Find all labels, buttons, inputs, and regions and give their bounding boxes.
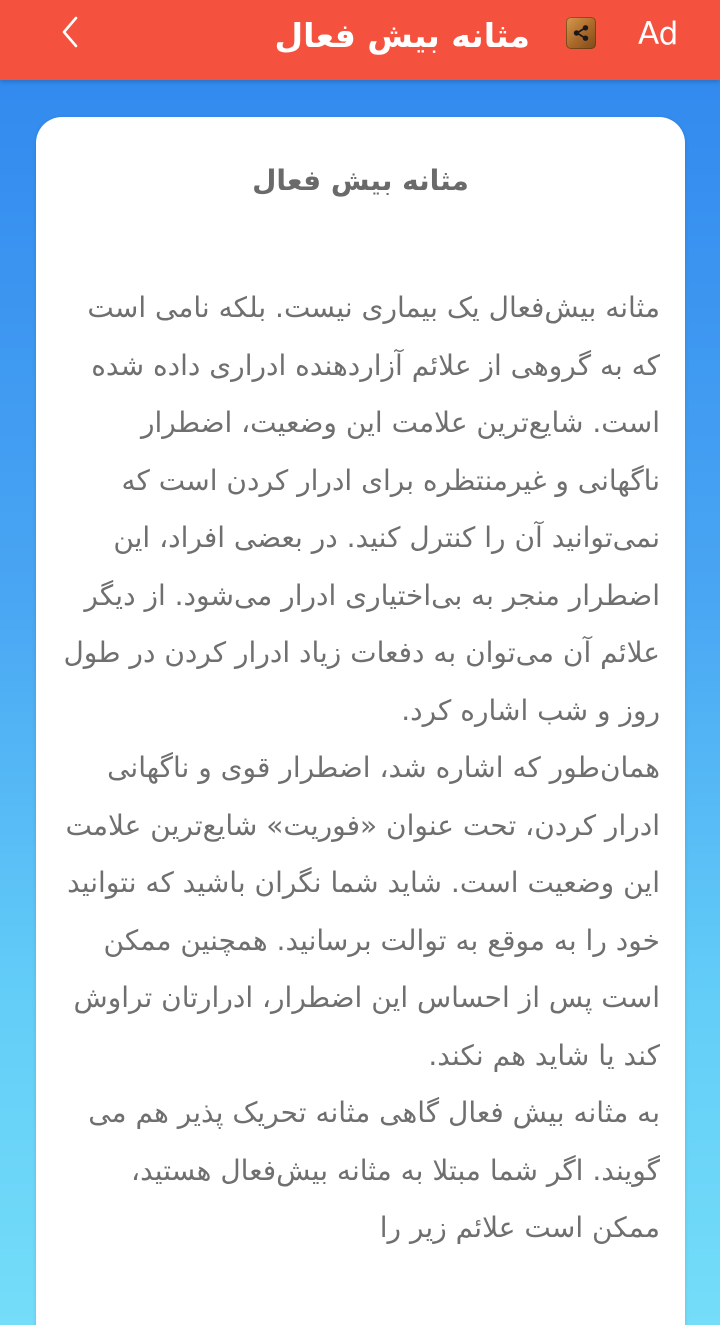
- article-card: [36, 117, 685, 1325]
- share-button[interactable]: [566, 17, 596, 49]
- article-title: مثانه بیش فعال: [252, 164, 469, 197]
- app-header: [0, 0, 720, 80]
- article-paragraph: به مثانه بیش فعال گاهی مثانه تحریک پذیر هم می گویند. اگر شما مبتلا به مثانه بیش‌فعال هستید، ممکن است علائم زیر را: [88, 1096, 660, 1244]
- ad-button[interactable]: Ad: [638, 16, 679, 52]
- chevron-left-icon: [59, 14, 81, 50]
- page-title: مثانه بیش فعال: [274, 16, 530, 55]
- share-icon: [571, 23, 591, 43]
- article-paragraph: مثانه بیش‌فعال یک بیماری نیست. بلکه نامی است که به گروهی از علائم آزاردهنده ادراری داده شده است. شایع‌ترین علامت این وضعیت، اضطرار ناگهانی و غیرمنتظره برای ادرار کردن است که نمی‌توانید آن را کنترل کنید. در بعضی افراد، این اضطرار منجر به بی‌اختیاری ادرار می‌شود. از دیگر علائم آن می‌توان به دفعات زیاد ادرار کردن در طول روز و شب اشاره کرد.: [63, 291, 660, 727]
- article-body: [60, 279, 660, 1257]
- article-paragraph: همان‌طور که اشاره شد، اضطرار قوی و ناگهانی ادرار کردن، تحت عنوان «فوریت» شایع‌ترین علامت این وضعیت است. شاید شما نگران باشید که نتوانید خود را به موقع به توالت برسانید. همچنین ممکن است پس از احساس این اضطرار، ادرارتان تراوش کند یا شاید هم نکند.: [65, 751, 660, 1072]
- back-button[interactable]: [52, 8, 88, 56]
